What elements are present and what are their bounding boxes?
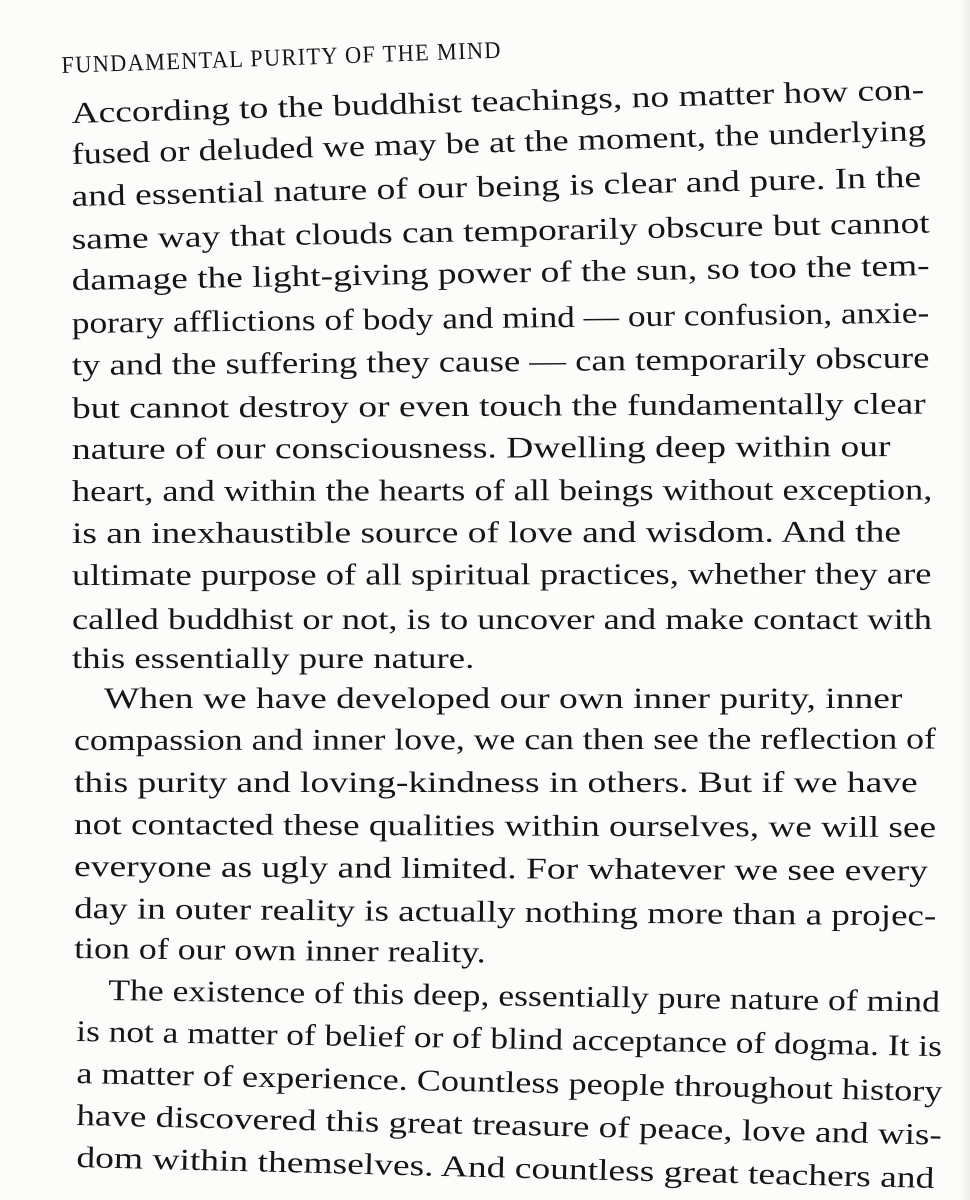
text-line: but cannot destroy or even touch the fundamentally clear bbox=[71, 387, 926, 426]
text-line: ty and the suffering they cause — can temporarily obscure bbox=[71, 341, 930, 383]
text-line: porary afflictions of body and mind — our confusion, anxie- bbox=[71, 296, 930, 341]
text-line: compassion and inner love, we can then see the reflection of bbox=[73, 722, 936, 757]
text-line: When we have developed our own inner purity, inner bbox=[104, 682, 903, 715]
text-line: not contacted these qualities within ourselves, we will see bbox=[74, 808, 937, 845]
text-line: fused or deluded we may be at the moment, the underlying bbox=[71, 114, 927, 172]
text-line: heart, and within the hearts of all beings without exception, bbox=[71, 473, 933, 508]
text-line: this essentially pure nature. bbox=[72, 642, 475, 675]
text-line: According to the buddhist teachings, no matter how con- bbox=[71, 73, 925, 131]
text-line: damage the light-giving power of the sun, so too the tem- bbox=[71, 249, 930, 298]
text-line: and essential nature of our being is clear and pure. In the bbox=[71, 160, 922, 214]
text-line: this purity and loving-kindness in others. But if we have bbox=[74, 766, 918, 799]
text-line: a matter of experience. Countless people throughout history bbox=[76, 1057, 943, 1109]
text-line: ultimate purpose of all spiritual practices, whether they are bbox=[71, 557, 932, 592]
text-line: nature of our consciousness. Dwelling deep within our bbox=[71, 430, 891, 466]
text-line: is not a matter of belief or of blind acceptance of dogma. It is bbox=[76, 1015, 943, 1064]
text-line: day in outer reality is actually nothing more than a projec- bbox=[74, 892, 937, 933]
text-line: The existence of this deep, essentially pure nature of mind bbox=[108, 974, 941, 1019]
text-line: is an inexhaustible source of love and wisdom. And the bbox=[71, 515, 902, 550]
text-line: same way that clouds can temporarily obscure but cannot bbox=[71, 206, 930, 257]
page-edge-shadow bbox=[960, 0, 970, 1200]
text-line: dom within themselves. And countless great teachers and bbox=[76, 1141, 935, 1195]
text-line: everyone as ugly and limited. For whatever we see every bbox=[74, 850, 929, 888]
text-line: tion of our own inner reality. bbox=[74, 932, 486, 970]
text-line: have discovered this great treasure of peace, love and wis- bbox=[76, 1099, 943, 1152]
chapter-heading: FUNDAMENTAL PURITY OF THE MIND bbox=[61, 37, 503, 80]
text-line: called buddhist or not, is to uncover and make contact with bbox=[72, 603, 932, 636]
